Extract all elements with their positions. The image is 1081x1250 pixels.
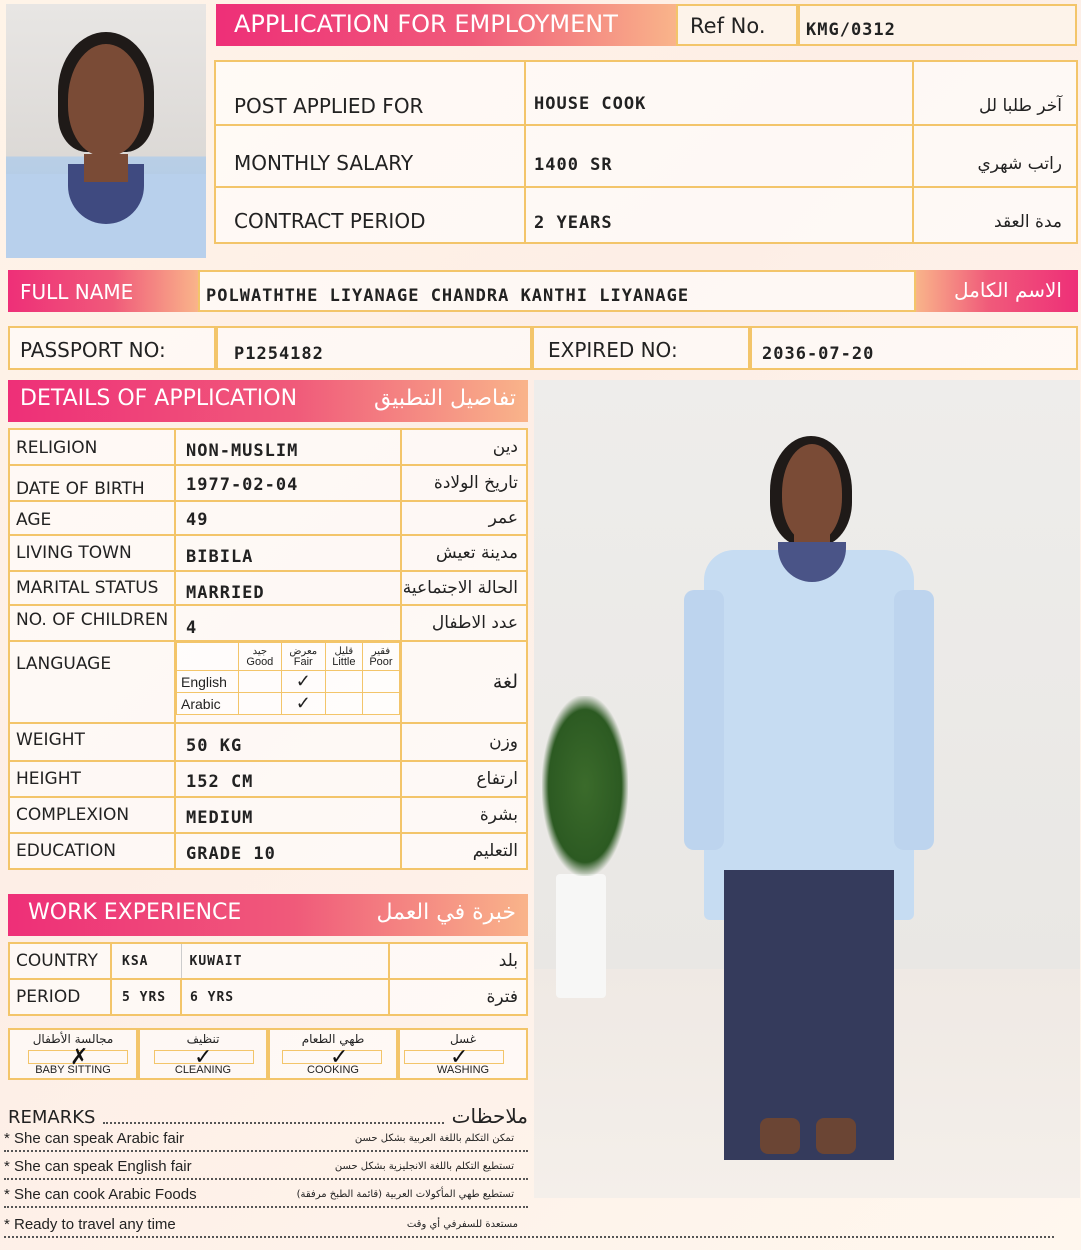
detail-label: RELIGION bbox=[16, 438, 98, 458]
country-label: COUNTRY bbox=[16, 951, 98, 971]
detail-ar: دين bbox=[492, 437, 518, 457]
job-details-table bbox=[214, 60, 1078, 244]
remark-line bbox=[4, 1182, 528, 1208]
full-name-value-box bbox=[198, 270, 916, 312]
period-ar: فترة bbox=[486, 987, 518, 1007]
passport-label: PASSPORT NO: bbox=[20, 338, 166, 362]
period-value: 5 YRS bbox=[122, 990, 167, 1005]
detail-label: COMPLEXION bbox=[16, 805, 130, 825]
full-name-label-bar bbox=[8, 270, 198, 312]
detail-value: GRADE 10 bbox=[186, 844, 276, 864]
ref-label: Ref No. bbox=[690, 14, 766, 38]
full-name-ar: الاسم الكامل bbox=[953, 278, 1062, 302]
level-header: جيد Good bbox=[239, 643, 282, 671]
language-label: LANGUAGE bbox=[16, 654, 112, 674]
detail-row bbox=[9, 571, 527, 605]
skill-mark: ✓ bbox=[330, 1044, 349, 1069]
work-table bbox=[8, 942, 528, 1016]
work-title: WORK EXPERIENCE bbox=[28, 900, 242, 925]
detail-row bbox=[9, 535, 527, 571]
detail-row bbox=[9, 465, 527, 501]
detail-row bbox=[9, 501, 527, 535]
detail-ar: وزن bbox=[489, 732, 518, 752]
period-value: 6 YRS bbox=[190, 990, 235, 1005]
detail-row bbox=[9, 605, 527, 641]
skills-row bbox=[8, 1028, 528, 1080]
language-ar: لغة bbox=[492, 671, 518, 693]
ref-label-box bbox=[676, 4, 798, 46]
detail-ar: بشرة bbox=[479, 805, 518, 825]
passport-label-box bbox=[8, 326, 216, 370]
remark-en: * She can speak English fair bbox=[4, 1157, 192, 1175]
period-label: PERIOD bbox=[16, 987, 81, 1007]
expiry-value: 2036-07-20 bbox=[762, 344, 875, 364]
level-header: قليل Little bbox=[325, 643, 362, 671]
detail-row bbox=[9, 761, 527, 797]
application-title: APPLICATION FOR EMPLOYMENT bbox=[234, 10, 618, 38]
detail-row bbox=[9, 429, 527, 465]
detail-label: WEIGHT bbox=[16, 730, 85, 750]
detail-value: 50 KG bbox=[186, 736, 243, 756]
language-name: Arabic bbox=[177, 693, 239, 715]
remark-en: * She can speak Arabic fair bbox=[4, 1129, 185, 1147]
detail-value: MEDIUM bbox=[186, 808, 254, 828]
work-title-bar bbox=[8, 894, 528, 936]
language-row bbox=[9, 641, 527, 723]
job-label: MONTHLY SALARY bbox=[234, 151, 414, 175]
skill-item: طهي الطعام ✓ COOKING bbox=[268, 1028, 398, 1080]
remarks-header bbox=[8, 1100, 528, 1128]
check-mark: ✓ bbox=[281, 671, 325, 693]
detail-ar: الحالة الاجتماعية bbox=[402, 578, 518, 598]
skill-item: غسل ✓ WASHING bbox=[398, 1028, 528, 1080]
full-name-label: FULL NAME bbox=[20, 280, 134, 304]
detail-row bbox=[9, 833, 527, 869]
detail-label: HEIGHT bbox=[16, 769, 81, 789]
skill-item: مجالسة الأطفال ✗ BABY SITTING bbox=[8, 1028, 138, 1080]
detail-value: MARRIED bbox=[186, 583, 265, 603]
country-value: KUWAIT bbox=[189, 954, 243, 969]
job-label: CONTRACT PERIOD bbox=[234, 209, 426, 233]
detail-row bbox=[9, 797, 527, 833]
detail-value: BIBILA bbox=[186, 547, 254, 567]
work-title-ar: خبرة في العمل bbox=[376, 900, 516, 925]
applicant-portrait-photo bbox=[6, 4, 206, 258]
job-value: 1400 SR bbox=[534, 155, 613, 175]
detail-label: LIVING TOWN bbox=[16, 543, 132, 563]
remark-ar: تستطيع التكلم باللغة الانجليزية بشكل حسن bbox=[334, 1160, 514, 1172]
detail-label: DATE OF BIRTH bbox=[16, 479, 145, 499]
remark-line bbox=[4, 1154, 528, 1180]
job-label: POST APPLIED FOR bbox=[234, 94, 424, 118]
country-ar: بلد bbox=[498, 951, 518, 971]
remarks-label-ar: ملاحظات bbox=[451, 1104, 528, 1128]
job-value: 2 YEARS bbox=[534, 213, 613, 233]
detail-value: 49 bbox=[186, 510, 209, 530]
remark-ar: مستعدة للسفرفي أي وقت bbox=[406, 1218, 518, 1230]
detail-ar: تاريخ الولادة bbox=[433, 473, 518, 493]
passport-value-box bbox=[216, 326, 532, 370]
job-row bbox=[215, 187, 1077, 243]
job-row bbox=[215, 125, 1077, 187]
work-row bbox=[9, 979, 527, 1015]
job-ar: راتب شهري bbox=[977, 154, 1062, 174]
job-row bbox=[215, 61, 1077, 125]
job-ar: آخر طلبا لل bbox=[979, 96, 1062, 116]
detail-value: 1977-02-04 bbox=[186, 475, 299, 495]
ref-value: KMG/0312 bbox=[806, 20, 896, 40]
detail-ar: عدد الاطفال bbox=[431, 613, 518, 633]
expiry-value-box bbox=[750, 326, 1078, 370]
detail-label: AGE bbox=[16, 510, 52, 530]
details-table bbox=[8, 428, 528, 870]
detail-value: NON-MUSLIM bbox=[186, 441, 299, 461]
expiry-label-box bbox=[532, 326, 750, 370]
detail-label: NO. OF CHILDREN bbox=[16, 610, 169, 630]
detail-ar: ارتفاع bbox=[476, 769, 518, 789]
detail-label: MARITAL STATUS bbox=[16, 578, 159, 598]
detail-label: EDUCATION bbox=[16, 841, 116, 861]
full-name-value: POLWATHTHE LIYANAGE CHANDRA KANTHI LIYANAGE bbox=[206, 286, 690, 306]
country-value: KSA bbox=[122, 954, 149, 969]
language-grid bbox=[176, 642, 400, 715]
job-ar: مدة العقد bbox=[994, 212, 1062, 232]
remark-en: * Ready to travel any time bbox=[4, 1215, 176, 1233]
language-name: English bbox=[177, 671, 239, 693]
passport-value: P1254182 bbox=[234, 344, 324, 364]
remark-en: * She can cook Arabic Foods bbox=[4, 1185, 197, 1203]
details-title-bar bbox=[8, 380, 528, 422]
check-mark: ✓ bbox=[281, 693, 325, 715]
detail-value: 152 CM bbox=[186, 772, 254, 792]
remarks-label: REMARKS bbox=[8, 1107, 96, 1128]
detail-value: 4 bbox=[186, 618, 198, 638]
remark-line bbox=[4, 1126, 528, 1152]
level-header: فقير Poor bbox=[362, 643, 399, 671]
full-name-ar-bar bbox=[916, 270, 1078, 312]
skill-mark: ✗ bbox=[70, 1044, 89, 1069]
work-row bbox=[9, 943, 527, 979]
detail-ar: مدينة تعيش bbox=[435, 543, 518, 563]
remark-ar: تستطيع طهي المأكولات العربية (قائمة الطبخ مرفقة) bbox=[296, 1188, 514, 1200]
detail-ar: عمر bbox=[488, 508, 518, 528]
details-title-ar: تفاصيل التطبيق bbox=[373, 386, 516, 411]
job-value: HOUSE COOK bbox=[534, 94, 647, 114]
detail-ar: التعليم bbox=[472, 841, 518, 861]
remark-line bbox=[4, 1212, 1054, 1238]
skill-mark: ✓ bbox=[450, 1044, 469, 1069]
details-title: DETAILS OF APPLICATION bbox=[20, 386, 298, 411]
ref-value-box bbox=[798, 4, 1077, 46]
remark-ar: تمكن التكلم باللغة العربية بشكل حسن bbox=[354, 1132, 514, 1144]
detail-row bbox=[9, 723, 527, 761]
skill-item: تنظيف ✓ CLEANING bbox=[138, 1028, 268, 1080]
expiry-label: EXPIRED NO: bbox=[548, 338, 678, 362]
application-title-bar bbox=[216, 4, 676, 46]
skill-mark: ✓ bbox=[194, 1044, 213, 1069]
level-header: معرض Fair bbox=[281, 643, 325, 671]
applicant-full-body-photo bbox=[534, 380, 1080, 1198]
